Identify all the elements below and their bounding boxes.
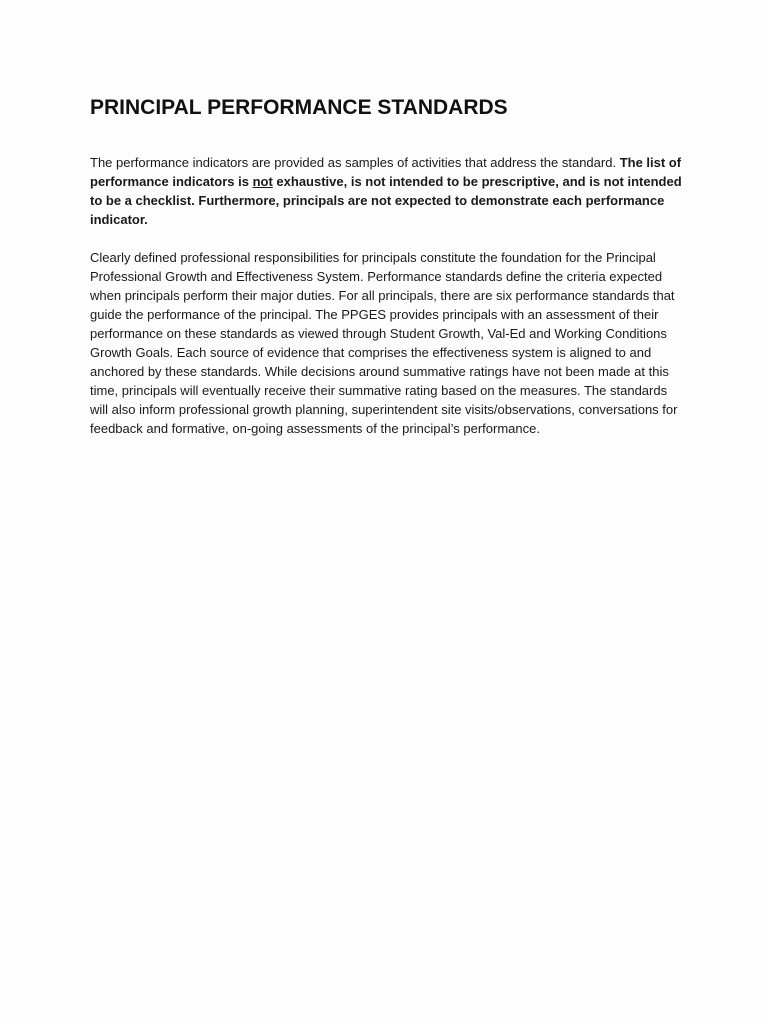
body-paragraph: Clearly defined professional responsibilities for principals constitute the foundation for the Principal Professional Growth and Effectiveness System. Performance standards define the criteria expected when principals perform their major duties. For all principals, there are six performance standards that guide the performance of the principal. The PPGES provides principals with an assessment of their performance on these standards as viewed through Student Growth, Val-Ed and Working Conditions Growth Goals. Each source of evidence that comprises the effectiveness system is aligned to and anchored by these standards. While decisions around summative ratings have not been made at this time, principals will eventually receive their summative rating based on the measures. The standards will also inform professional growth planning, superintendent site visits/observations, conversations for feedback and formative, on-going assessments of the principal’s performance.: [90, 250, 678, 436]
intro-paragraph: [90, 153, 686, 229]
intro-plain-text: The performance indicators are provided as samples of activities that address the standard.: [90, 155, 617, 170]
intro-underlined-not: not: [252, 174, 273, 189]
intro-bold-text-end: exhaustive, is not intended to be prescriptive, and is not intended to be a checklist. Furthermore, principals are not expected to demonstrate each performance indicator.: [90, 174, 682, 227]
intro-bold-text-start: The list of performance indicators is: [90, 155, 682, 189]
page-title: PRINCIPAL PERFORMANCE STANDARDS: [90, 96, 508, 119]
